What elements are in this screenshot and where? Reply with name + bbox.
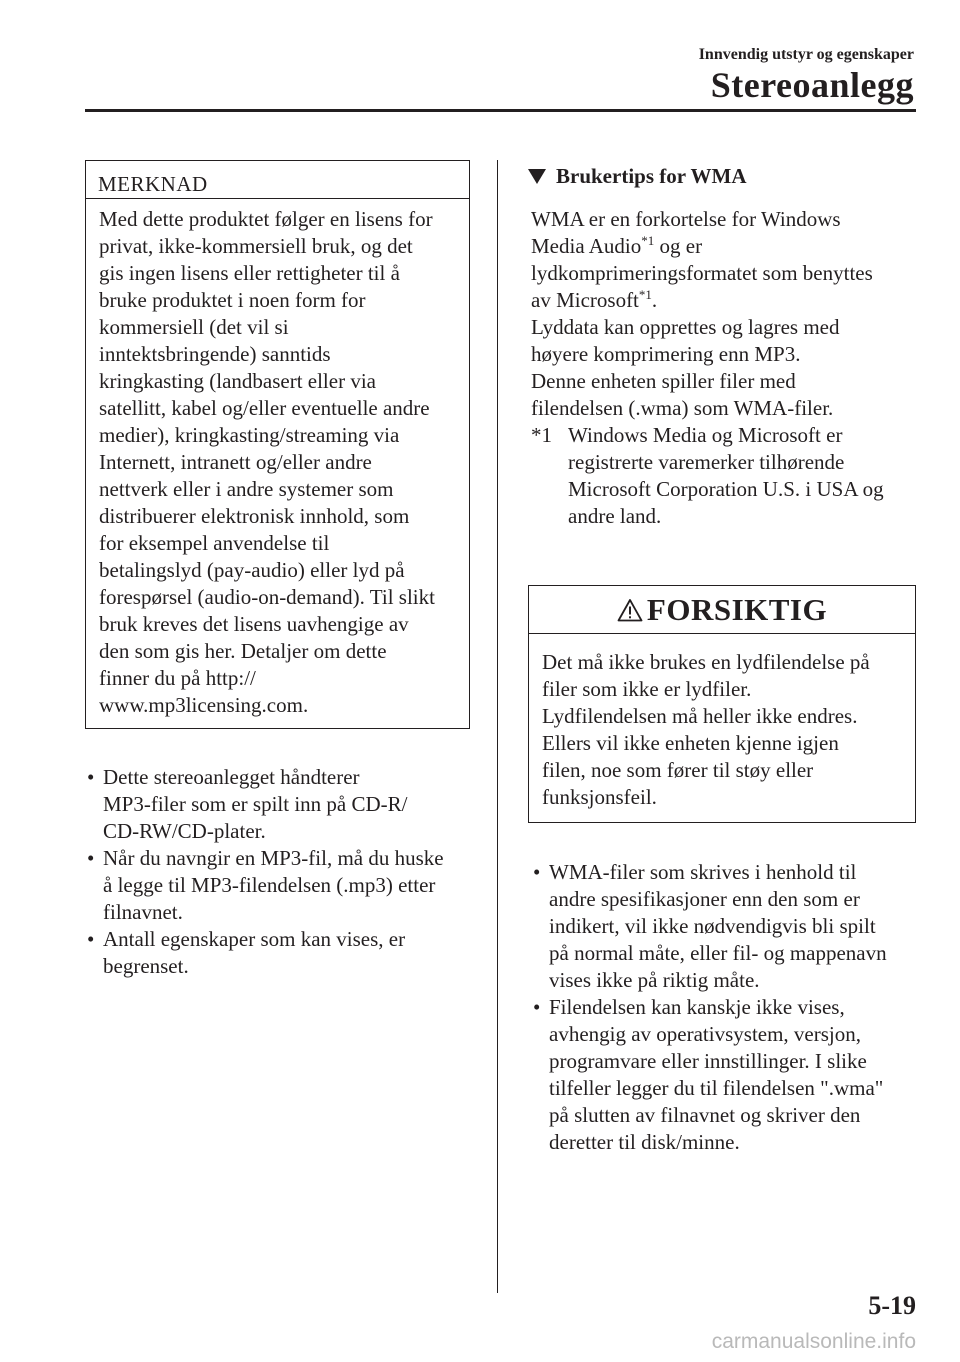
paragraph-line: Denne enheten spiller filer med [531, 369, 796, 393]
list-item-line: andre spesifikasjoner enn den som er [549, 887, 860, 911]
footnote-line: Microsoft Corporation U.S. i USA og [568, 477, 884, 501]
bullet-icon: • [87, 846, 95, 870]
note-line: gis ingen lisens eller rettigheter til å [99, 261, 400, 285]
bullet-icon: • [87, 765, 95, 789]
note-line: forespørsel (audio-on-demand). Til slikt [99, 585, 435, 609]
section-heading [528, 160, 916, 192]
column-divider [497, 160, 498, 1293]
page-title: Stereoanlegg [710, 65, 914, 105]
list-item-line: filnavnet. [103, 900, 183, 924]
note-line: privat, ikke-kommersiell bruk, og det [99, 234, 413, 258]
caution-line: Det må ikke brukes en lydfilendelse på [542, 650, 870, 674]
section-heading-text: Brukertips for WMA [556, 163, 747, 188]
text-span: Media Audio [531, 234, 642, 258]
paragraph-line [531, 287, 916, 314]
list-item-line: CD-RW/CD-plater. [103, 819, 266, 843]
caution-heading [529, 586, 915, 634]
list-item [85, 764, 470, 845]
section-body [528, 206, 916, 530]
caution-box [528, 585, 916, 823]
bullet-icon: • [87, 927, 95, 951]
list-item-line: Dette stereoanlegget håndterer [103, 765, 360, 789]
list-item-line: programvare eller innstillinger. I slike [549, 1049, 867, 1073]
text-span: . [651, 288, 658, 312]
note-line: betalingslyd (pay-audio) eller lyd på [99, 558, 405, 582]
note-line: www.mp3licensing.com. [99, 693, 309, 717]
bullet-icon: • [533, 860, 541, 884]
note-line: nettverk eller i andre systemer som [99, 477, 394, 501]
list-item-line: begrenset. [103, 954, 189, 978]
paragraph-line: lydkomprimeringsformatet som benyttes [531, 261, 873, 285]
note-line: bruke produktet i noen form for [99, 288, 366, 312]
footnote-ref: *1 [638, 287, 652, 302]
header-section-label: Innvendig utstyr og egenskaper [698, 46, 914, 63]
list-item [85, 845, 470, 926]
paragraph-line: Lyddata kan opprettes og lagres med [531, 315, 840, 339]
left-bullet-list [85, 764, 470, 980]
list-item [85, 926, 470, 980]
footnote [531, 422, 916, 530]
left-column [85, 160, 470, 980]
paragraph-line: filendelsen (.wma) som WMA-filer. [531, 396, 834, 420]
paragraph-line: høyere komprimering enn MP3. [531, 342, 801, 366]
note-line: bruk kreves det lisens uavhengige av [99, 612, 409, 636]
footnote-mark: *1 [531, 423, 552, 447]
caution-line: filer som ikke er lydfiler. [542, 677, 752, 701]
note-line: inntektsbringende) sanntids [99, 342, 331, 366]
note-line: kringkasting (landbasert eller via [99, 369, 376, 393]
note-line: satellitt, kabel og/eller eventuelle andre [99, 396, 430, 420]
note-line: finner du på http:// [99, 666, 256, 690]
list-item-line: å legge til MP3-filendelsen (.mp3) etter [103, 873, 436, 897]
caution-line: funksjonsfeil. [542, 785, 657, 809]
paragraph-line: WMA er en forkortelse for Windows [531, 207, 841, 231]
list-item [531, 859, 916, 994]
list-item-line: deretter til disk/minne. [549, 1130, 740, 1154]
note-heading-text: MERKNAD [98, 172, 208, 196]
caution-line: Lydfilendelsen må heller ikke endres. [542, 704, 858, 728]
note-line: den som gis her. Detaljer om dette [99, 639, 387, 663]
list-item-line: WMA-filer som skrives i henhold til [549, 860, 857, 884]
note-heading [86, 161, 469, 199]
footnote-line: andre land. [568, 504, 662, 528]
triangle-down-icon [528, 169, 546, 184]
list-item-line: indikert, vil ikke nødvendigvis bli spilt [549, 914, 876, 938]
right-column [528, 160, 916, 1156]
caution-line: Ellers vil ikke enheten kjenne igjen [542, 731, 839, 755]
list-item-line: avhengig av operativsystem, versjon, [549, 1022, 862, 1046]
caution-title: FORSIKTIG [646, 591, 828, 627]
footnote-ref: *1 [641, 233, 655, 248]
note-line: for eksempel anvendelse til [99, 531, 330, 555]
list-item [531, 994, 916, 1156]
list-item-line: Antall egenskaper som kan vises, er [103, 927, 406, 951]
text-span: av Microsoft [531, 288, 639, 312]
note-line: kommersiell (det vil si [99, 315, 289, 339]
list-item-line: på slutten av filnavnet og skriver den [549, 1103, 861, 1127]
list-item-line: Når du navngir en MP3-fil, må du huske [103, 846, 444, 870]
note-body [86, 199, 469, 728]
header-rule [85, 109, 916, 112]
list-item-line: MP3-filer som er spilt inn på CD-R/ [103, 792, 408, 816]
list-item-line: vises ikke på riktig måte. [549, 968, 760, 992]
footnote-line: registrerte varemerker tilhørende [568, 450, 845, 474]
note-line: Internett, intranett og/eller andre [99, 450, 372, 474]
footnote-line: Windows Media og Microsoft er [568, 423, 843, 447]
right-bullet-list [528, 859, 916, 1156]
bullet-icon: • [533, 995, 541, 1019]
list-item-line: tilfeller legger du til filendelsen ".wma" [549, 1076, 884, 1100]
note-line: Med dette produktet følger en lisens for [99, 207, 433, 231]
list-item-line: Filendelsen kan kanskje ikke vises, [549, 995, 845, 1019]
note-line: distribuerer elektronisk innhold, som [99, 504, 410, 528]
note-box [85, 160, 470, 729]
list-item-line: på normal måte, eller fil- og mappenavn [549, 941, 887, 965]
paragraph-line [531, 233, 916, 260]
page-number: 5-19 [868, 1291, 916, 1320]
note-line: medier), kringkasting/streaming via [99, 423, 400, 447]
caution-line: filen, noe som fører til støy eller [542, 758, 814, 782]
caution-body [529, 634, 915, 822]
warning-triangle-icon [617, 598, 643, 622]
text-span: og er [654, 234, 703, 258]
watermark: carmanualsonline.info [711, 1330, 916, 1353]
